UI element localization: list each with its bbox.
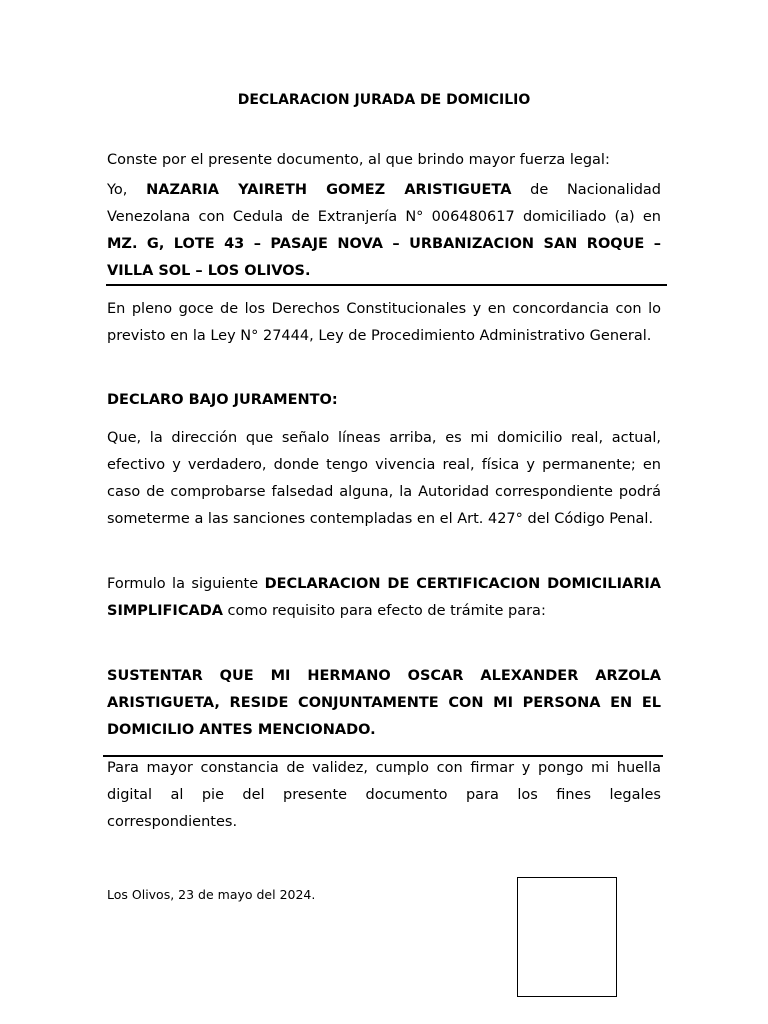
declarant-prefix: Yo,: [107, 182, 147, 198]
declarant-paragraph: [107, 177, 661, 285]
place-date: Los Olivos, 23 de mayo del 2024.: [107, 887, 316, 902]
declarant-name: NAZARIA YAIRETH GOMEZ ARISTIGUETA: [146, 182, 512, 198]
closing-paragraph: Para mayor constancia de validez, cumplo con firmar y pongo mi huella digital al pie del presente documento para los fines legales correspondientes.: [107, 760, 661, 830]
purpose-paragraph: SUSTENTAR QUE MI HERMANO OSCAR ALEXANDER ARZOLA ARISTIGUETA, RESIDE CONJUNTAMENTE CON MI PERSONA EN EL DOMICILIO ANTES MENCIONADO.: [107, 668, 661, 738]
declarant-address: MZ. G, LOTE 43 – PASAJE NOVA – URBANIZACION SAN ROQUE – VILLA SOL – LOS OLIVOS.: [107, 236, 661, 279]
legal-basis-paragraph: En pleno goce de los Derechos Constitucionales y en concordancia con lo previsto en la Ley N° 27444, Ley de Procedimiento Administrativo General.: [107, 301, 661, 344]
formulation-suffix: como requisito para efecto de trámite para:: [222, 603, 546, 619]
formulation-bold: DECLARACION DE CERTIFICACION DOMICILIARIA SIMPLIFICADA: [107, 576, 661, 619]
oath-paragraph: Que, la dirección que señalo líneas arriba, es mi domicilio real, actual, efectivo y verdadero, donde tengo vivencia real, física y permanente; en caso de comprobarse falsedad alguna, la Autoridad correspondiente podrá someterme a las sanciones contempladas en el Art. 427° del Código Penal.: [107, 430, 661, 527]
formulation-prefix: Formulo la siguiente: [107, 576, 265, 592]
formulation-paragraph: [107, 571, 661, 625]
intro-paragraph: Conste por el presente documento, al que brindo mayor fuerza legal:: [107, 152, 610, 168]
document-title: DECLARACION JURADA DE DOMICILIO: [237, 92, 531, 108]
divider-line: [106, 284, 667, 286]
oath-heading: DECLARO BAJO JURAMENTO:: [107, 392, 338, 408]
declarant-middle: de Nacionalidad Venezolana con Cedula de Extranjería N° 006480617 domiciliado (a) en: [107, 182, 661, 225]
fingerprint-box: [517, 877, 617, 997]
